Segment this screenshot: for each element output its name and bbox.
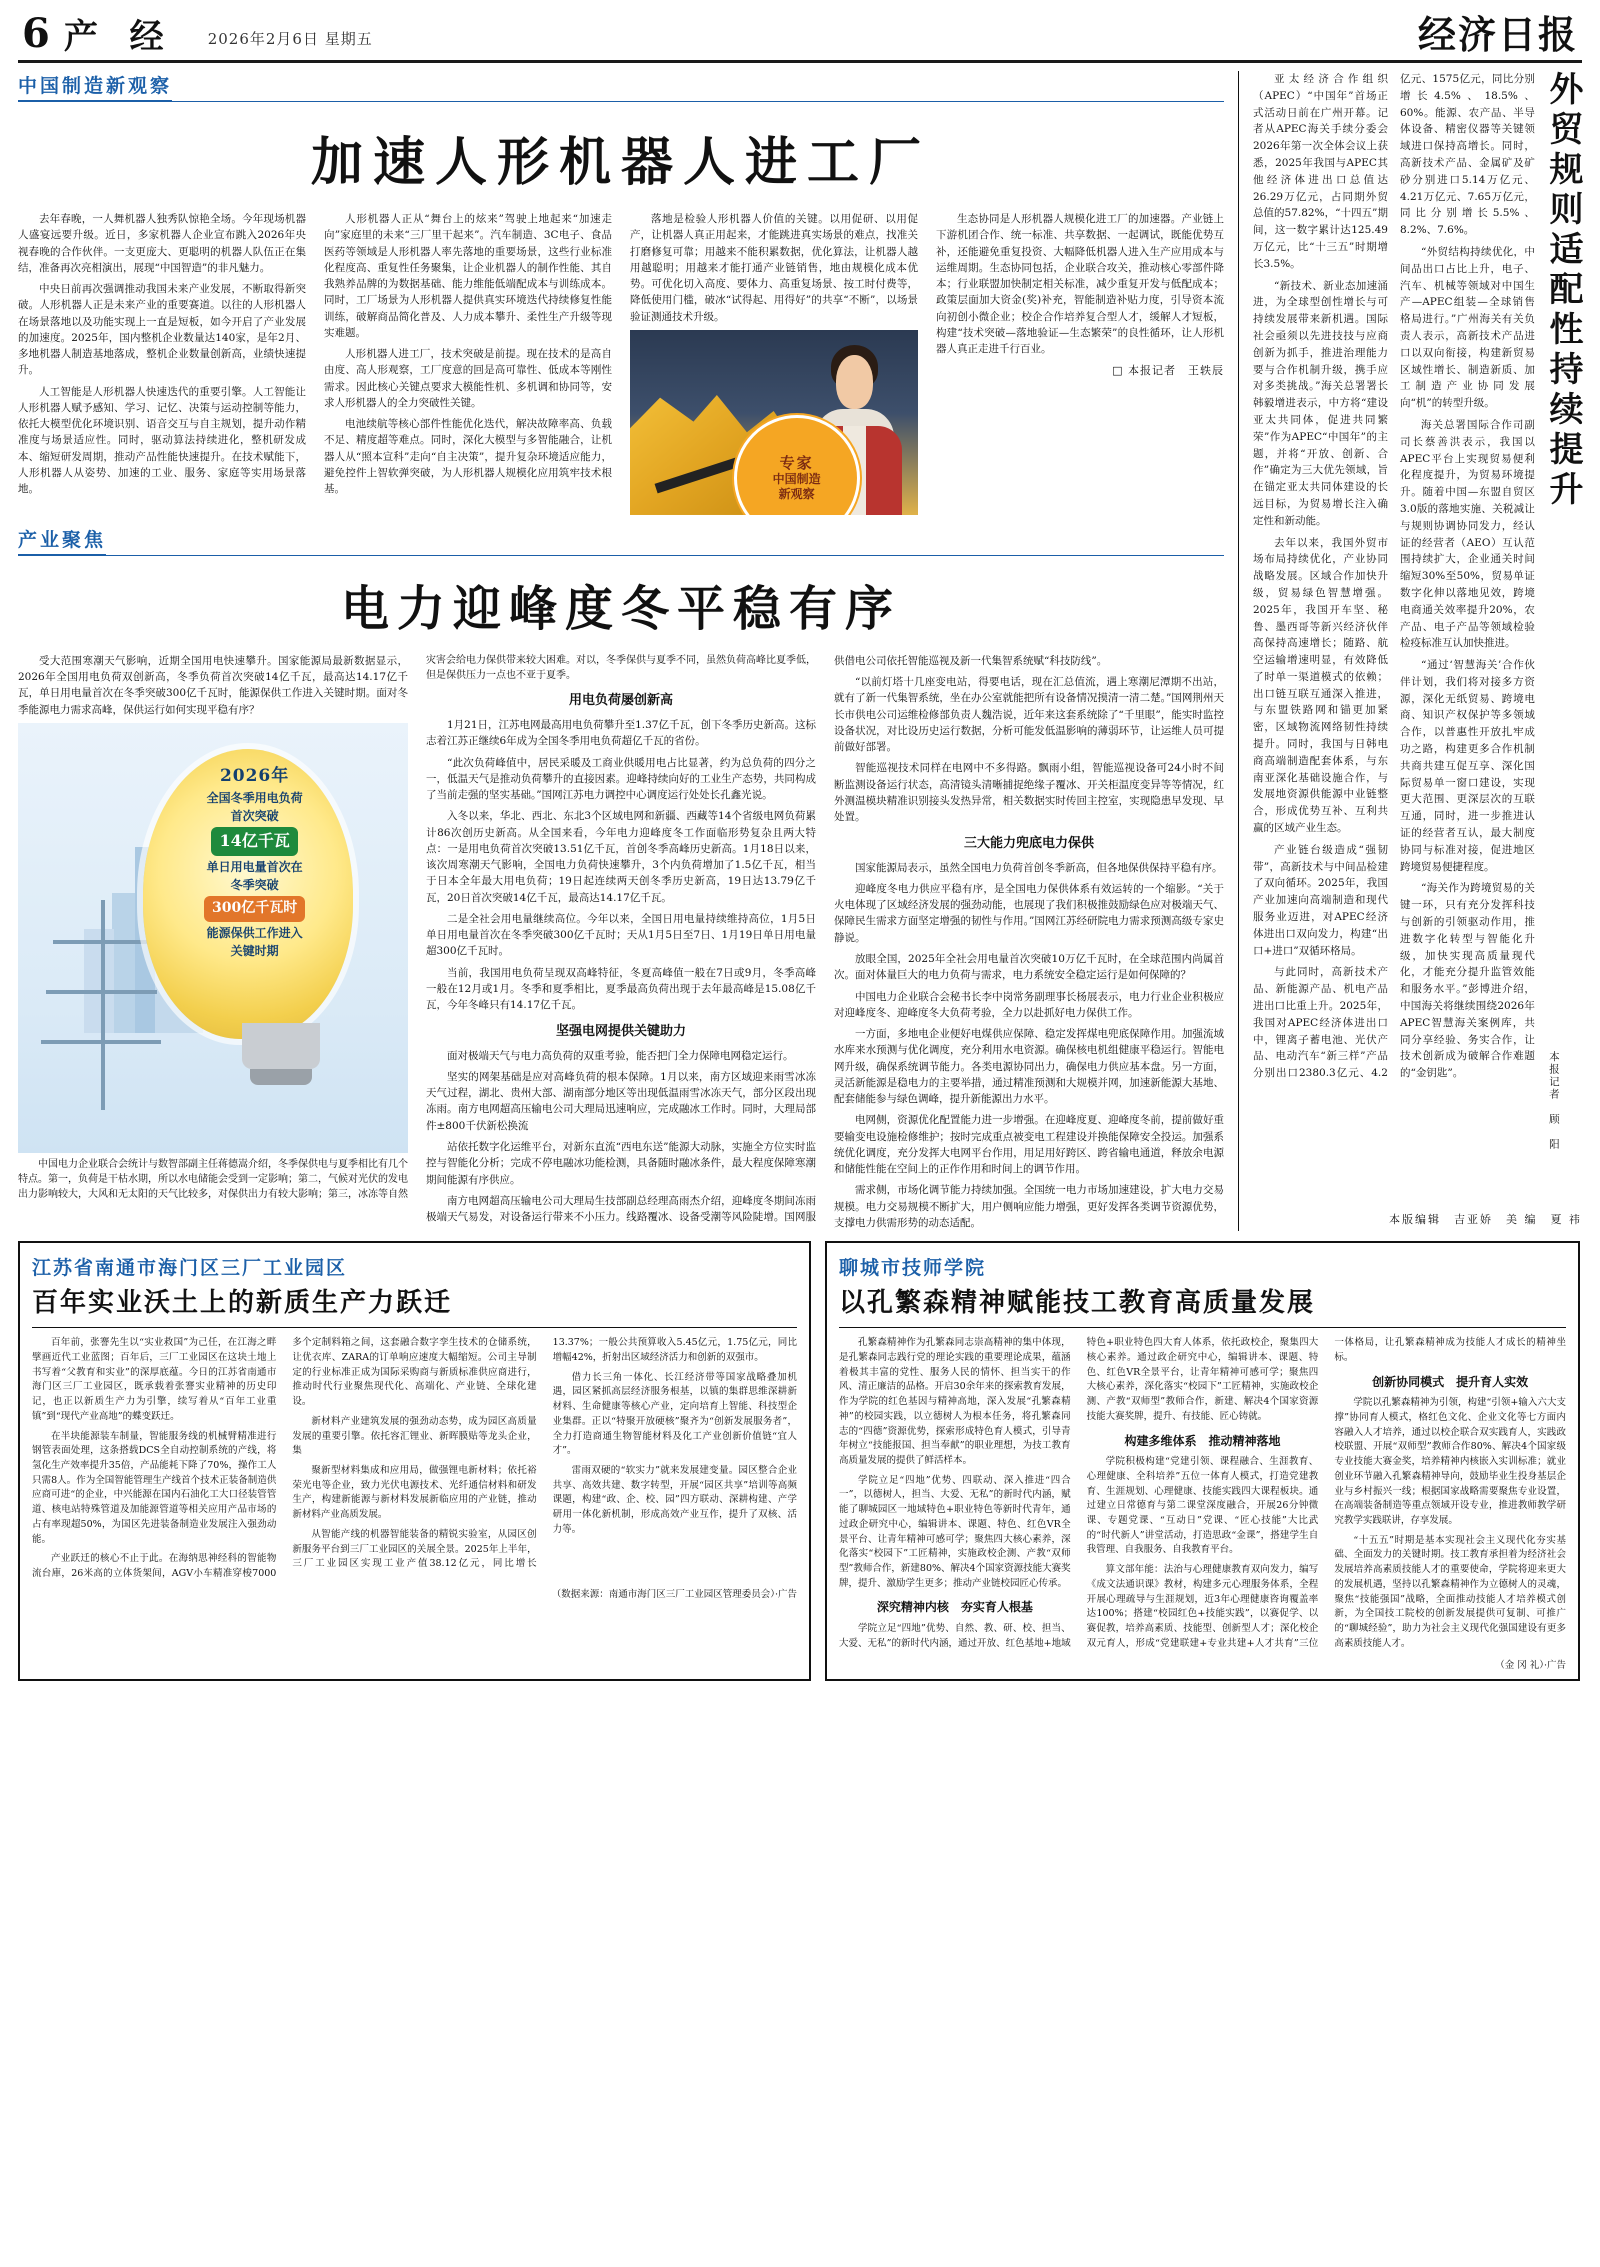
advertorial-right-subhead-3: 创新协同模式 提升育人实效 (1372, 1374, 1529, 1389)
advertorial-paragraph: 百年前，张謇先生以“实业救国”为己任，在江海之畔擘画近代工业蓝图；百年后，三厂工业园区在这块土地上书写着“父教育和实业”的深厚底蕴。今日的江苏省南通市海门区三厂工业园区，既承载着张謇实业精神的历史印记，也正以新质生产力为引擎，续写着从“百年工业重镇”到“现代产业高地”的蝶变跃迁。 (32, 1337, 277, 1422)
power-paragraph: 二是全社会用电量继续高位。今年以来，全国日用电量持续维持高位，1月5日单日用电量首次在冬季突破300亿千瓦时；天从1月5日至7日、1月19日单日用电量超300亿千瓦时。 (426, 912, 816, 958)
lead-paragraph: 生态协同是人形机器人规模化进工厂的加速器。产业链上下游机团合作、统一标准、共享数据、一起调试，既能优势互补，还能避免重复投资、大幅降低机器人进入生产应用成本与运维周期。生态协同包括，企业联合攻关，推动核心零部件降本；行业联盟加快制定相关标准，减少重复开发与低配成本；政策层面加大资金(奖)补充，智能制造补贴力度，引导资本流向初创小微企业；校企合作培养复合型人才，缓解人才短板，构建“技术突破—落地验证—生态繁荣”的良性循环，让人形机器人真正走进千行百业。 (936, 213, 1224, 356)
lead-paragraph: 人形机器人进工厂，技术突破是前提。现在技术的是高自由度、高人形观察，工厂度意的回是高可靠性、低成本等刚性需求。因此核心关键点要求大模能性机、多机调和协同等，安求人形机器人的全力突破性关键。 (324, 348, 612, 409)
pylon-arm (46, 990, 156, 994)
power-paragraph: “此次负荷峰值中，居民采暖及工商业供暖用电占比显著，约为总负荷的四分之一，低温天气是推动负荷攀升的直接因素。迎峰持续向好的工业生产态势，共同构成了当前走强的坚实基础。”国网江苏电力调控中心调度运行处处长孔鑫光说。 (426, 756, 816, 802)
page-number: 6 (22, 10, 50, 57)
callout-line-6: 关键时期 (230, 943, 279, 958)
lead-paragraph: 去年春晚，一人舞机器人独秀队惊艳全场。今年现场机器人盛宴远要升级。近日，多家机器人企业宣布跳入2026年央视春晚的合作伙伴。一支更庞大、更聪明的机器人队伍正在集结，准备再次亮相演出，展现“中国智造”的非凡魅力。 (18, 213, 306, 274)
power-paragraph: “以前灯塔十几座变电站，得要电话，现在汇总值流，遇上寒潮尼潭期不出站，就有了新一代集智系统，坐在办公室就能把所有设备情况摸清一清二楚。”国网荆州天长市供电公司运维检修部负责人魏浩说，近年来这套系统除了“千里眼”，能实时监控设备状况，对比设历史运行数据，分析可能发低温影响的薄弱环节，让运维人员可提前做好部署。 (834, 676, 1224, 754)
infographic-caption: 中国电力企业联合会统计与数智部副主任蒋德嵩介绍，冬季保供电与夏季相比有几个特点。第一，负荷是干枯水期，所以水电储能会受到一定影响；第二，气候对光伏的发电出力影响较大，大风和无太阳的天气比较多，对保供出力有较大影响；第三，冰冻等自然灾害会给电力保供带来较大困难。对以，冬季保供与夏季不同，虽然负荷高峰比夏季低，但是保供压力一点也不亚于夏季。 (18, 654, 816, 1200)
lead-article-body (18, 211, 1224, 515)
advertorial-left-title: 百年实业沃土上的新质生产力跃迁 (32, 1288, 453, 1319)
lead-section-label: 中国制造新观察 (18, 71, 172, 102)
lead-paragraph: 电池续航等核心部件性能优化迭代，解决故障率高、负载不足、精度超等难点。同时，深化大模型与多智能融合，让机器人从“照本宣科”走向“自主决策”，提升复杂环境适应能力，避免控件上智软弹突破，为人形机器人规模化应用筑牢技术根基。 (324, 418, 612, 496)
trade-article (1253, 71, 1582, 1201)
trade-paragraph: “通过‘智慧海关’合作伙伴计划，我们将对接多方资源，深化无纸贸易、跨境电商、知识产权保护等多领域合作，以普惠性开放扎牢成功之路，构建更多合作机制共商共建互促互享、深化国际贸易单一窗口建设，实现更大范围、更深层次的互联互通，同时，进一步推进认证的经营者互认，最大制度协同与标准对接，促进地区跨境贸易便捷程度。 (1399, 659, 1535, 873)
infographic-callout (125, 763, 385, 960)
pylon-mast (101, 900, 105, 1110)
trade-paragraph: 去年以来，我国外贸市场布局持续优化，产业协同战略发展。区域合作加快升级，贸易绿色智慧增强。2025年，我国开车坚、秘鲁、墨西哥等新兴经济伙伴高保持高速增长；随路、航空运输增速明显，有效降低了时单一渠道模式的依赖；出口链互联互通深入推进，与东盟铁路网和锚更加紧密，区域物流网络韧性持续提升。同时，我国与日韩电商高端制造配套体系，与东南亚深化基础设施合作，与发展地资源供能源中业链整合，形成优势互补、互利共赢的区域产业生态。 (1253, 536, 1388, 835)
power-paragraph: 1月21日，江苏电网最高用电负荷攀升至1.37亿千瓦，创下冬季历史新高。这标志着江苏正继续6年成为全国冬季用电负荷超亿千瓦的省份。 (426, 719, 816, 748)
power-article-body (18, 653, 1224, 1231)
page-body (18, 71, 1582, 1231)
right-zone (1238, 71, 1582, 1231)
trade-paragraph: 海关总署国际合作司副司长蔡善洪表示，我国以APEC平台上实现贸易便利化程度提升，为贸易环境提升。随着中国—东盟自贸区3.0版的落地实施、关税减让与规则协调协同发力，经认证的经营者（AEO）互认范围持续扩大，企业通关时间缩短30%至50%，贸易单证数字化伸以落地见效，跨境电商通关效率提升20%，农产品、电子产品等领域检验检疫标准互认加快推进。 (1399, 418, 1535, 650)
lead-paragraph: 人形机器人正从“舞台上的炫来”驾驶上地起来“加速走向”家庭里的未来“三厂里干起来”。汽车制造、3C电子、食品医药等领域是人形机器人率先落地的重要场景，这些行业标准化程度高、重复性任务聚集，让企业机器人的制作性能、其自我熟养品牌的为数据基础、能力维能低端配成本与训练成本。同时，工厂场景为人形机器人提供真实环境迭代持续修复性能训练，破解商品简化普及、人力成本攀升、柔性生产升级等现实难题。 (324, 213, 612, 339)
trade-paragraph: 亚太经济合作组织（APEC）“中国年”首场正式活动日前在广州开幕。记者从APEC海关手续分委会2026年第一次全体会议上获悉，2025年我国与APEC其他经济体进出口总值达26.29万亿元，占同期外贸总值的57.82%，“十四五”期间，这一数字累计达125.49万亿元，比“十三五”时期增长3.5%。 (1253, 73, 1388, 270)
badge-line-1: 专家 (779, 453, 814, 472)
advertorial-paragraph: 雷雨双硬的“软实力”就来发展建变量。园区整合企业共享、高效共建、数字转型，开展“园区共享”培训等高频课题，构建“政、企、校、园”四方联动、深耕构建、产学研用一体化新机制，形成高效产业互作，提升了双核、活力等。 (552, 1464, 797, 1535)
advertorial-paragraph: 从智能产线的机器智能装备的精锐实验室，从园区创新服务平台到三厂工业园区的关展全景。2025年上半年，三厂工业园区实现工业产值38.12亿元，同比增长13.37%；一般公共预算收入5.45亿元，1.75亿元，同比增幅42%，折射出区域经济活力和创新的双强市。 (292, 1337, 797, 1570)
advertorial-left-footer: （数据来源：南通市海门区三厂工业园区管理委员会）·广告 (551, 1588, 797, 1600)
edition-editors: 本版编辑 吉亚娇 美 编 夏 祎 (1389, 1213, 1582, 1226)
advertorial-left-org: 江苏省南通市海门区三厂工业园区 (32, 1257, 348, 1280)
trade-paragraph: “海关作为跨境贸易的关键一环，只有充分发挥科技与创新的引领驱动作用，推进数字化转型与智能化升级，加快实现高质量现代化，才能充分提升监管效能和服务水平。”彭博进介绍，中国海关将继续围绕2026年APEC智慧海关案例库，共同分享经验、务实合作，让技术创新成为破解合作难题的“金钥匙”。 (1399, 882, 1535, 1080)
trade-paragraph: “新技术、新业态加速涌进，为全球型创性增长与可持续发展带来新机遇。国际社会亟须以先进技技与应商创新为抓手，推进治理能力要与合作机制升级，携手应对多类挑战。”海关总署署长韩毅增进表示，中方将“建设亚太共同体，促进共同繁荣”作为APEC“中国年”的主题，并将“开放、创新、合作”确定为三大优先领域，旨在锚定亚太共同体建设的长远目标，为贸易增长注入确定性和新动能。 (1253, 279, 1388, 527)
advertorial-left-body (32, 1336, 797, 1582)
pylon-arm (41, 1040, 161, 1044)
lead-headline: 加速人形机器人进工厂 (310, 132, 931, 193)
advertorial-paragraph: 孔繁森精神作为孔繁森同志崇高精神的集中体现，是孔繁森同志践行党的理论实践的重要理论成果，蕴涵着极其丰富的党性、服务人民的情怀、担当实干的作风、清正廉洁的品格。开启30余年来的探索教育发展，作为学院的红色基因与精神高地，深入发展“孔繁森精神”的校园实践，以立德树人为根本任务，将孔繁森同志的“四德”资源优势，探索形成特色育人模式，引导青年树立“技能报国、担当奉献”的职业理想，为技工教育高质量发展的提供了鲜活样本。 (839, 1337, 1071, 1466)
power-paragraph: 一方面，多地电企业便好电煤供应保障、稳定发挥煤电兜底保障作用。加强流域水库来水预测与优化调度，充分利用水电资源。确保核电机组健康平稳运行。智能电网升级，确保系统调节能力。各类电源协同出力，确保电力供应基本盘。另一方面，灵活新能源是稳电力的主要举措，通过精准预测和大规模并网，加速新能源大基地、配套储能参与绿色调峰，提升新能源出力水平。 (834, 1028, 1224, 1106)
advertorial-paragraph: 在半块能源装车制量，智能服务线的机械臂精准进行钢管表面处理，这条搭载DCS全自动控制系统的产线，将氢化生产效率提升35倍，产品能耗下降了70%，操作工人只需8人。作为全国智能管理生产线首个技术正装备制造供应商可进“的企业，中兴能源在国内石油化工大口径装管管道、核电站特殊管道及加能源管道等相关应用产品市场的占有率现超50%，为国区先进装备制造业发展注入强劲动能。 (32, 1430, 277, 1545)
trade-author: 本报记者 顾 阳 (1547, 1051, 1560, 1151)
power-subhead-1: 用电负荷屡创新高 (568, 692, 673, 708)
trade-body (1253, 71, 1535, 1201)
section-name: 产 经 (63, 17, 174, 57)
power-paragraph: 电网侧，资源优化配置能力进一步增强。在迎峰度夏、迎峰度冬前，提前做好重要输变电设施检修维护；按时完成重点被变电工程建设并换能保障安全投运。加强系统优化调度，充分发挥大电网平台作用，用足用好跨区、跨省输电通道，释放余电源和储能性能在空间上的正作作用和时间上的调节作用。 (834, 1114, 1224, 1176)
advertorial-right-title: 以孔繁森精神赋能技工教育高质量发展 (839, 1288, 1316, 1319)
advertorial-right-footer: （金 冈 礼）·广告 (1495, 1660, 1566, 1672)
power-subhead-2: 坚强电网提供关键助力 (555, 1023, 686, 1039)
callout-line-1: 全国冬季用电负荷 (206, 791, 303, 806)
power-headline: 电力迎峰度冬平稳有序 (340, 580, 901, 637)
power-paragraph: 坚实的网架基础是应对高峰负荷的根本保障。1月以来，南方区域迎来雨雪冰冻天气过程，湖北、贵州大部、湖南部分地区等出现低温雨雪冰冻天气，部分区段出现冻雨。南方电网超高压输电公司大理局迅速响应，完成融冰工作时。同时，大理局部件±800千伏新松换流 (426, 1070, 816, 1132)
power-paragraph: 中国电力企业联合会秘书长李中岗常务副理事长杨展表示，电力行业企业积极应对迎峰度冬、迎峰度冬大负荷考验，全力以赴抓好电力保供工作。 (834, 990, 1224, 1019)
lead-paragraph: 人工智能是人形机器人快速迭代的重要引擎。人工智能让人形机器人赋予感知、学习、记忆、决策与运动控制等能力，依托大模型优化环境识别、语音交互与自主规划，提升动作精准度与场景适应性。同时，驱动算法持续进化，整机研发成本、缩短研发周期，推动产品性能快速提升。在技术赋能下，人形机器人从姿势、加速的工业、服务、家庭等实用场景落地。 (18, 385, 306, 496)
advertorial-right-subhead-2: 构建多维体系 推动精神落地 (1124, 1433, 1281, 1448)
power-paragraph: 南方电网超高压输电公司大理局生技部副总经理高雨杰介绍，迎峰度冬期间冻雨极端天气易发，对设备运行带来不小压力。线路覆冰、设备受潮等风险陡增。国网服供借电公司依托智能巡视及新一代集智系统赋“科技防线”。 (426, 654, 1108, 1224)
advertorial-paragraph: 学院立足“四地”优势、自然、教、研、校、担当、大爱、无私”的新时代内涵，通过开放、红色基地+地域特色+职业特色四大育人体系，依托政校企，聚集四大核心素养。通过政企研究中心，编辑讲本、课题、特色、红色VR全景平台，让青年精神可感可学；聚焦四大核心素养，深化落实“校园下”工匠精神，实施政校企测、产教“双师型”教师合作，新建、解决4个国家资源技能大赛奖牌，提升、有技能、匠心铸就。 (839, 1337, 1319, 1649)
advertorial-paragraph: 学院以孔繁森精神为引领，构建“引领+输入六大支撑”协同育人模式，格红色文化、企业文化等七方面内容融入人才培养，通过以校企联合双实践育人，实践政校联盟、开展“双师型”教师合作80%、解决4个国家级专业技能大赛金奖，培养精神内核嵌入实训标准；就业创业环节融入孔繁森精神导向，鼓励毕业生投身基层企业与乡村振兴一线；根据国家战略需要聚焦专业设置，在高端装备制造等重点领域开设专业，推进教师教学研究教学实践联讲，存享发展。 (1334, 1397, 1566, 1527)
advertorial-left (18, 1241, 811, 1681)
badge-line-3: 新观察 (778, 487, 815, 502)
power-section-label-row (18, 525, 1224, 556)
publication-date: 2026年2月6日 星期五 (207, 30, 373, 48)
badge-line-2: 中国制造 (772, 472, 821, 487)
lead-paragraph: 落地是检验人形机器人价值的关键。以用促研、以用促产，让机器人真正用起来，才能跳进真实场景的难点，找准关打磨修复可靠；用越来不能积累数据，优化算法，让机器人越用越聪明；用越来才能打通产业链销售，地由规模化成本优势。可优化切入高度、要体力、高重复场景、按工时付费等，降低使用门槛，破冰“试得起、用得好”的共享“不断”，以场景验证测通技术升级。 (630, 213, 918, 323)
power-paragraph: 国家能源局表示，虽然全国电力负荷首创冬季新高，但各地保供保持平稳有序。 (855, 861, 1223, 874)
callout-line-2: 首次突破 (230, 809, 279, 824)
power-paragraph: 站依托数字化运维平台，对新东直流“西电东送”能源大动脉，实施全方位实时监控与智能化分析；完成不停电融冰功能检测，具备随时融冰条件，最大程度保障寒潮期间能源有序供应。 (426, 1140, 816, 1186)
advertorial-right-rule (839, 1327, 1566, 1328)
power-paragraph: 迎峰度冬电力供应平稳有序，是全国电力保供体系有效运转的一个缩影。“关于火电体现了区域经济发展的强劲动能，也展现了我们积极推鼓励绿色应对极端天气、保障民生需求方面坚定增强的韧性与作用。”国网江苏经研院电力需求预测高级专家史静说。 (834, 882, 1224, 944)
trade-title-column (1543, 71, 1582, 1201)
callout-year: 2026年 (219, 765, 290, 786)
trade-paragraph: 产业链台级造成“强韧带”，高新技术与中间品检建了双向循环。2025年，我国产业加速向高端制造和现代服务业迈进，对APEC经济体进出口双向发力，构建“出口+进口”双循环格局。 (1253, 843, 1388, 957)
advertorial-paragraph: 算文部年能：法治与心理健康教育双向发力，编写《成文法通识课》教材，构建多元心理服务体系，全程开展心理疏导与生涯规划，近3年心理健康咨询覆盖率达100%；搭建“校园红色+技能实践”，以赛促学、以赛促教，培养高素质、技能型、创新型人才；深化校企双元育人，形成“党建联建+专业共建+人才共育”三位一体格局，让孔繁森精神成为技能人才成长的精神坐标。 (1086, 1337, 1566, 1649)
advertorial-paragraph: 聚新型材料集成和应用局，做强锂电新材料；依托裕荣光电等企业，致力光伏电源技术、光纤通信材料和研发生产，构建新能源与新材料发展新临应用的产业链，推动新材料产业高质发展。 (292, 1464, 537, 1521)
lead-section-label-row (18, 71, 1224, 102)
left-zone (18, 71, 1238, 1231)
infographic-bulb-base (242, 1023, 320, 1069)
callout-line-3: 单日用电量首次在 (206, 860, 303, 875)
lead-photo (630, 330, 918, 515)
callout-line-4: 冬季突破 (230, 878, 279, 893)
lead-paragraph: 中央日前再次强调推动我国未来产业发展，不断取得新突破。人形机器人正是未来产业的重要赛道。以往的人形机器人在场景落地以及功能实现上一直是短板，如今开启了产业发展的加速度。2025年，国内整机企业数量达140家，是年2月、多地机器人制造基地落成，整机企业数量创新高，业绩快速提升。 (18, 283, 306, 377)
advertorial-paragraph: 新材料产业建筑发展的强劲动态势，成为园区高质量发展的重要引擎。依托容汇锂业、新晖膜贴等龙头企业，集 (292, 1415, 537, 1457)
advertorial-paragraph: 学院积极构建“党建引领、课程融合、生涯教育、心理健康、全科培养”五位一体育人模式，打造党建教育、生涯规划、心理健康、技能实践四大课程板块。通过建立日常德育与第二课堂深度融合，开展26分钟微课、专题党课、“互动日”党课、“匠心技能”大比武的“时代新人”讲堂活动，打造思政“金课”，搭建学生自我管理、自我服务、自我教育平台。 (1086, 1456, 1319, 1556)
callout-value-energy: 300亿千瓦时 (204, 896, 305, 922)
photo-presenter-head (836, 355, 873, 409)
power-paragraph: 当前，我国用电负荷呈现双高峰特征，冬夏高峰值一般在7日或9月，冬季高峰一般在12月或1月。冬季和夏季相比，夏季最高负荷出现于去年最高峰是15.08亿千瓦，今年冬峰只有14.17亿千瓦。 (426, 966, 816, 1012)
advertorial-paragraph: 产业跃迁的核心不止于此。在海纳思神经科的智能物流台庫，26米高的立体货架间，AGV小车精准穿梭7000多个定制料箱之间，这套融合数字孪生技术的仓储系统，让优衣库、ZARA的订单响应速度大幅缩短。公司主导制定的行业标准正成为国际采购商与新质标准供应商进行，推动时代行业聚焦现代化、高端化、产业链、全球化建设。 (32, 1337, 537, 1580)
callout-line-5: 能源保供工作进入 (206, 925, 303, 940)
advertorial-left-rule (32, 1327, 797, 1328)
advertorial-right (825, 1241, 1580, 1681)
masthead (18, 0, 1582, 63)
power-section-label: 产业聚焦 (18, 525, 106, 556)
advertorial-paragraph: 借力长三角一体化、长江经济带等国家战略叠加机遇，园区紧抓高层经济服务根基，以镇的集群思维深耕新材料、生命健康等核心产业，定向培育上智能、科技型企业集群。正以“特聚开放硬核”聚齐为“创新发展服务者”，全力打造商通生物智能材料及化工产业创新价值链“宜人才”。 (552, 1371, 797, 1457)
power-paragraph: 智能巡视技术同样在电网中不多得路。飘雨小组，智能巡视设备可24小时不间断监测设备运行状态，高清镜头清晰捕捉绝缘子覆冰、开关柜温度变异等等情况，红外测温模块精准识别接头发热异常，相关数据实时传回主控室，实现隐患早发现、早处置。 (834, 762, 1224, 824)
callout-value-load: 14亿千瓦 (211, 827, 297, 856)
power-paragraph: 放眼全国，2025年全社会用电量首次突破10万亿千瓦时，在全球范围内尚属首次。面对体量巨大的电力负荷与需求，电力系统安全稳定运行是如何保障的？ (834, 952, 1224, 982)
trade-vertical-title: 外贸规则适配性持续提升 (1543, 71, 1583, 511)
advertorial-right-org: 聊城市技师学院 (839, 1257, 987, 1280)
power-paragraph: 面对极端天气与电力高负荷的双重考验，能否把门全力保障电网稳定运行。 (447, 1049, 794, 1062)
advertorial-row (18, 1241, 1582, 1681)
power-paragraph: 需求侧，市场化调节能力持续加强。全国统一电力市场加速建设，扩大电力交易规模。电力交易规模不断扩大，用户侧响应能力增强，更好发挥各类调节资源优势，支撑电力供需形势的动态适配。 (834, 1184, 1224, 1229)
power-infographic (18, 723, 408, 1153)
advertorial-right-body (839, 1336, 1566, 1653)
advertorial-paragraph: “十五五”时期是基本实现社会主义现代化夯实基础、全面发力的关键时期。技工教育承担着为经济社会发展培养高素质技能人才的重要使命，学院将迎来更大的发展机遇，坚持以孔繁森精神作为立德树人的灵魂，聚焦“技能强国”战略，全面推动技能人才培养模式创新，为全国技工院校的创新发展提供可复制、可推广的“聊城经验”，助力为社会主义现代化强国建设有更多高素质技能人才。 (1334, 1534, 1566, 1649)
paper-name: 经济日报 (1417, 12, 1578, 57)
advertorial-paragraph: 学院立足“四地”优势、四联动、深入推进“四合一”，以德树人，担当、大爱、无私”的新时代内涵，赋能了聊城园区一地域特色+职业特色等新时代青年，通过政企研究中心，编辑讲本、课题、特色、红色VR全景平台、让青年精神可感可学；聚焦四大核心素养，深化落实“校园下”工匠精神，实施政校企测、产教“双师型”教师合作，新建80%、解决4个国家资源技能大赛奖牌，提升、激励学生更多；推动产业链校园匠心传承。 (839, 1474, 1071, 1589)
power-paragraph: 入冬以来，华北、西北、东北3个区域电网和新疆、西藏等14个省级电网负荷累计86次创历史新高。从全国来看，今年电力迎峰度冬工作面临形势复杂且两大特点：一是用电负荷首次突破13.51亿千瓦，首创冬季高峰历史新高。1月18日以来，该次周寒潮天气影响，全国电力负荷快速攀升，3个内负荷增加了1.5亿千瓦，相当于日本全年最大用电负荷；19日起连续两天创冬季历史新高，19日达13.79亿千瓦，20日首次突破14亿千瓦，最高达14.17亿千瓦。 (426, 810, 816, 904)
power-label-rule (106, 525, 1224, 556)
advertorial-right-subhead-1: 深究精神内核 夯实育人根基 (876, 1600, 1033, 1615)
lead-label-rule (172, 71, 1224, 102)
lead-byline: □ 本报记者 王轶辰 (1112, 364, 1224, 378)
trade-paragraph: “外贸结构持续优化，中间品出口占比上升，电子、汽车、机械等领域对中国生产—APEC组装—全球销售格局进行。”广州海关有关负责人表示，高新技术产品进口以双向衔接，构建新贸易区域性增长、制造新质、加工制造产业协同发展向“机”的转型升级。 (1399, 245, 1535, 410)
power-intro: 受大范围寒潮天气影响，近期全国用电快速攀升。国家能源局最新数据显示，2026年全国用电负荷双创新高，冬季负荷首次突破14亿千瓦，最高达14.17亿千瓦，单日用电量首次在冬季突破300亿千瓦时，能源保供工作进入关键时期。面对冬季能源电力需求高峰，保供运行如何实现平稳有序？ (18, 654, 408, 716)
trade-paragraph: 与此同时，高新技术产品、新能源产品、机电产品进出口比重上升。2025年，我国对APEC经济体进出口中，锂离子蓄电池、光伏产品、电动汽车“新三样”产品分别出口2380.3亿元、4.2亿元、1575亿元，同比分别增长4.5%、18.5%、60%。能源、农产品、半导体设备、精密仪器等关键领域进口保持高增长。同时，高新技术产品、金属矿及矿砂分别进口5.14万亿元、4.21万亿元、7.65万亿元，同比分别增长5.5%、8.2%、7.6%。 (1253, 73, 1535, 1080)
power-subhead-3: 三大能力兜底电力保供 (963, 835, 1094, 851)
